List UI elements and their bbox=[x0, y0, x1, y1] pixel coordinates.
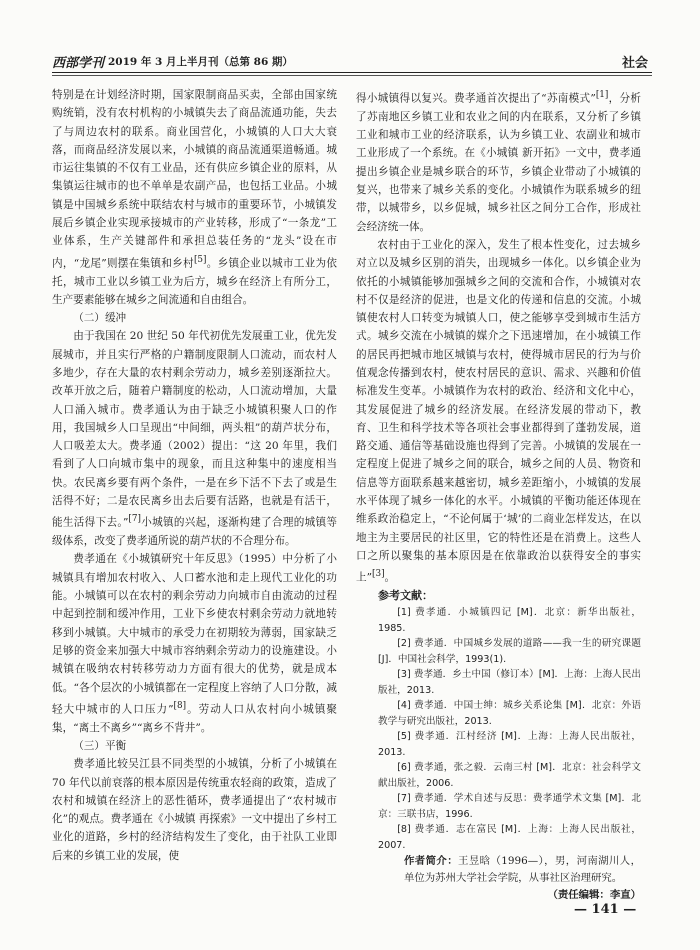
header-rule bbox=[52, 72, 652, 73]
references-title: 参考文献： bbox=[378, 589, 433, 603]
header-rule-thin bbox=[52, 75, 652, 76]
reference-item: [4] 费孝通．中国士绅：城乡关系论集 [M]．北京：外语教学与研究出版社，2013. bbox=[378, 700, 641, 727]
right-column bbox=[356, 86, 641, 905]
citation[interactable]: [3] bbox=[372, 569, 385, 580]
references-list bbox=[356, 605, 641, 853]
reference-item: [8] 费孝通．志在富民 [M]．上海：上海人民出版社，2007. bbox=[378, 824, 641, 851]
reference-item: [2] 费孝通．中国城乡发展的道路——我一生的研究课题 [J]．中国社会科学，1993(1). bbox=[378, 638, 641, 665]
paragraph: 特别是在计划经济时期，国家限制商品买卖，全部由国家统购统销，没有农村机构的小城镇失去了商品流通功能，失去了与周边农村的联系。商业国营化，小城镇的人口大大衰落，而商品经济发展以来，小城镇的商品流通渠道畅通。城市运往集镇的不仅有工业品，还有供应乡镇企业的原料，从集镇运往城市的也不单单是农副产品，也包括工业品。小城镇是中国城乡系统中联结农村与城市的重要环节，小城镇发展后乡镇企业实现承接城市的产业转移，形成了“一条龙”工业体系，生产关键部件和承担总装任务的“龙头”设在市内，“龙尾”则摆在集镇和乡村[5]。乡镇企业以城市工业为依托，城市工业以乡镇工业为后方，城乡在经济上有所分工，生产要素能够在城乡之间流通和自由组合。 bbox=[52, 89, 337, 306]
paragraph: 由于我国在 20 世纪 50 年代初优先发展重工业，优先发展城市，并且实行严格的户籍制度限制人口流动，而农村人多地少，存在大量的农村剩余劳动力，城乡差别逐渐拉大。改革开放之后，随着户籍制度的松动，人口流动增加，大量人口涌入城市。费孝通认为由于缺乏小城镇积聚人口的作用，我国城乡人口呈现出“中间细，两头粗”的葫芦状分布，人口吸差太大。费孝通（2002）提出：“这 20 年里，我们看到了人口向城市集中的现象，而且这种集中的速度相当快。农民离乡要有两个条件，一是在乡下活不下去了或是生活得不好；二是农民离乡出去后要有活路，也就是有活干，能生活得下去。”[7]小城镇的兴起，逐渐构建了合理的城镇等级体系，改变了费孝通所说的葫芦状的不合理分布。 bbox=[52, 330, 338, 548]
reference-item: [1] 费孝通．小城镇四记 [M]．北京：新华出版社，1985. bbox=[378, 607, 641, 634]
issue-info: 2019 年 3 月上半月刊（总第 86 期） bbox=[108, 56, 293, 68]
paragraph: 费孝通比较吴江县不同类型的小城镇，分析了小城镇在 70 年代以前衰落的根本原因是传统重农轻商的政策，造成了农村和城镇在经济上的恶性循环，费孝通提出了“农村城市化”的观点。费孝通在《小城镇 再探索》一文中提出了乡村工业化的道路，乡村的经济结构发生了变化，由于社队工业即后来的乡镇工业的发展，使 bbox=[52, 758, 337, 862]
reference-item: [6] 费孝通，张之毅．云南三村 [M]．北京：社会科学文献出版社，2006. bbox=[378, 762, 641, 789]
subheading-balance: （三）平衡 bbox=[73, 739, 127, 752]
left-column bbox=[52, 86, 337, 865]
paragraph: 得小城镇得以复兴。费孝通首次提出了“苏南模式”[1]，分析了苏南地区乡镇工业和农业之间的内在联系，又分析了乡镇工业和城市工业的经济联系，认为乡镇工业、农副业和城市工业形成了一个系统。在《小城镇 新开拓》一文中，费孝通提出乡镇企业是城乡联合的环节，乡镇企业带动了小城镇的复兴，也带来了城乡关系的变化。小城镇作为联系城乡的纽带，以城带乡，以乡促城，城乡社区之间分工合作，形成社会经济统一体。 bbox=[356, 90, 641, 233]
paragraph: 费孝通在《小城镇研究十年反思》（1995）中分析了小城镇具有增加农村收入、人口蓄水池和走上现代工业化的功能。小城镇可以在农村的剩余劳动力向城市自由流动的过程中起到控制和缓冲作用，工业下乡使农村剩余劳动力就地转移到小城镇。大中城市的承受力在初期较为薄弱，国家缺乏足够的资金来加强大中城市容纳剩余劳动力的设施建设。小城镇在吸纳农村转移劳动力方面有很大的优势，就是成本低。“各个层次的小城镇都在一定程度上容纳了人口分散，减轻大中城市的人口压力”[8]。劳动人口从农村向小城镇聚集，“离土不离乡”“离乡不背井”。 bbox=[52, 553, 337, 734]
citation[interactable]: [1] bbox=[595, 90, 609, 100]
author-bio: 作者简介：王昱晗（1996—），男，河南湖川人，单位为苏州大学社会学院，从事社区治理研究。 bbox=[404, 855, 641, 884]
citation[interactable]: [7] bbox=[128, 514, 141, 525]
citation[interactable]: [8] bbox=[173, 700, 187, 711]
citation[interactable]: [5] bbox=[193, 254, 207, 265]
reference-item: [5] 费孝通．江村经济 [M]．上海：上海人民出版社，2013. bbox=[378, 731, 641, 758]
journal-name: 西部学刊 bbox=[52, 56, 105, 71]
page-header bbox=[52, 50, 652, 72]
responsible-editor: （责任编辑：李直） bbox=[547, 889, 641, 902]
author-label: 作者简介： bbox=[404, 855, 459, 868]
paragraph: 农村由于工业化的深入，发生了根本性变化，过去城乡对立以及城乡区别的消失，出现城乡一体化。以乡镇企业为依托的小城镇能够加强城乡之间的交流和合作，小城镇对农村不仅是经济的促进，也是文化的传递和信息的交流。小城镇使农村人口转变为城镇人口，使之能够享受到城市生活方式。城乡交流在小城镇的媒介之下迅速增加，在小城镇工作的居民再把城市地区城镇与农村，使得城市居民的行为与价值观念传播到农村，使农村居民的意识、需求、兴趣和价值标准发生变革。小城镇作为农村的政治、经济和文化中心，其发展促进了城乡的经济发展。在经济发展的带动下，教育、卫生和科学技术等各项社会事业都得到了蓬勃发展，道路交通、通信等基础设施也得到了完善。小城镇的发展在一定程度上促进了城乡之间的联合，城乡之间的人员、物资和信息等方面联系越来越密切，城乡差距缩小，小城镇的发展水平体现了城乡一体化的水平。小城镇的平衡功能还体现在维系政治稳定上，“不论何属于‘城’的二商业怎样发达，在以地主为主要居民的社区里，它的特性还是在消费上。这些人口之所以聚集的基本原因是在依靠政治以获得安全的事实上”[3]。 bbox=[356, 238, 641, 584]
reference-item: [3] 费孝通．乡土中国（修订本）[M]．上海：上海人民出版社，2013. bbox=[378, 669, 641, 696]
section-label: 社会 bbox=[621, 56, 648, 71]
page-number: — 141 — bbox=[574, 902, 637, 917]
subheading-buffer: （二）缓冲 bbox=[73, 312, 127, 325]
reference-item: [7] 费孝通．学术自述与反思：费孝通学术文集 [M]．北京：三联书店，1996. bbox=[378, 793, 641, 820]
